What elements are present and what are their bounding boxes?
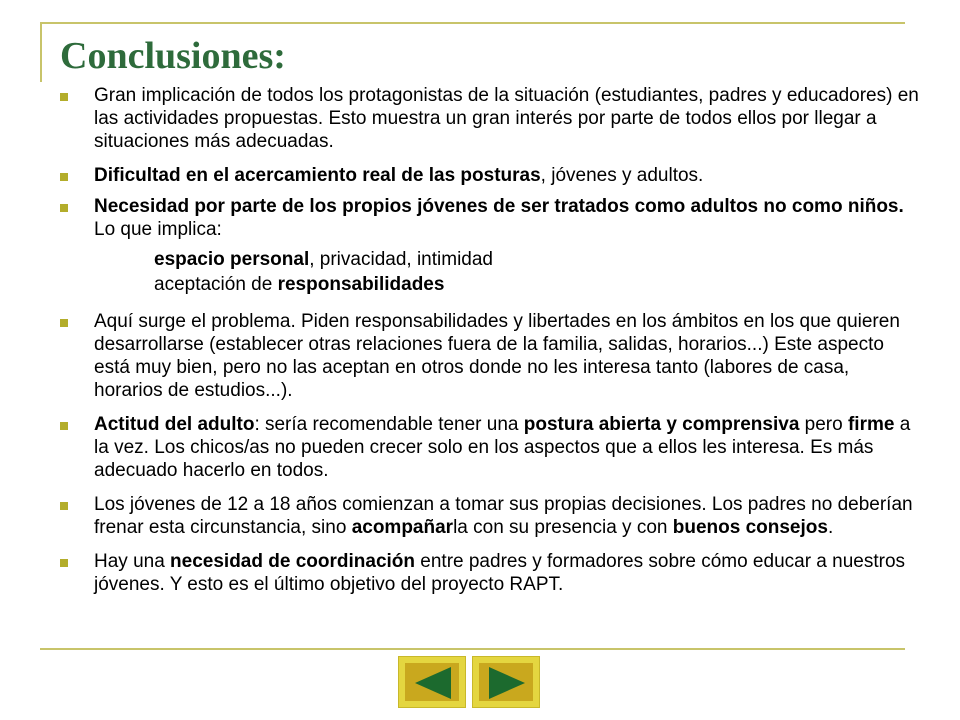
item-text: , jóvenes y adultos. [540,165,704,186]
item-bold-text: Dificultad en el acercamiento real de las posturas [94,165,541,186]
item-text: entre padres y formadores sobre cómo educar a nuestros jóvenes. Y esto es el último objetivo del proyecto RAPT. [94,551,906,595]
next-slide-button[interactable] [472,656,540,708]
item-text: : sería recomendable tener una [254,414,524,435]
square-bullet-icon [60,319,68,327]
sub-item [60,248,920,271]
previous-slide-button[interactable] [398,656,466,708]
item-bold-text: postura abierta y comprensiva [523,414,800,435]
sub-item [60,273,920,296]
item-text: a la vez. Los chicos/as no pueden crecer solo en los aspectos que a ellos les interesa. Es más adecuado hacerlo en todos. [94,414,911,481]
item-bold-text: necesidad de coordinación [170,551,415,572]
item-text: Lo que implica: [94,219,222,240]
item-text: aceptación de [154,274,278,295]
list-item [60,195,920,241]
slide-title: Conclusiones: [60,35,286,77]
list-item [60,310,920,402]
item-bold-text: Actitud del adulto [94,414,255,435]
square-bullet-icon [60,173,68,181]
triangle-left-icon [399,657,467,709]
item-bold-text: acompañar [351,517,454,538]
list-item [60,164,920,187]
square-bullet-icon [60,502,68,510]
frame-top-line [40,22,905,24]
list-item [60,493,920,539]
item-bold-text: espacio personal [154,249,310,270]
item-text: Aquí surge el problema. Piden responsabilidades y libertades en los ámbitos en los que quieren desarrollarse (establecer otras relaciones fuera de la familia, salidas, horarios...) Este aspecto está muy bien, pero no las aceptan en otros donde no les interesa tanto (labores de casa, horarios de estudios...). [94,311,900,401]
item-text: Los jóvenes de 12 a 18 años comienzan a tomar sus propias decisiones. Los padres no deberían frenar esta circunstancia, sino [94,494,913,538]
list-item [60,550,920,596]
triangle-right-icon [473,657,541,709]
square-bullet-icon [60,204,68,212]
item-text: la con su presencia y con [453,517,673,538]
item-text: Hay una [94,551,171,572]
item-text: . [827,517,834,538]
slide-content [60,84,920,607]
item-bold-text: firme [847,414,895,435]
list-item [60,84,920,153]
item-text: Gran implicación de todos los protagonistas de la situación (estudiantes, padres y educadores) en las actividades propuestas. Esto muestra un gran interés por parte de todos ellos por llegar a situaciones más adecuadas. [94,85,919,152]
item-bold-text: responsabilidades [277,274,445,295]
frame-left-line [40,22,42,82]
square-bullet-icon [60,559,68,567]
square-bullet-icon [60,422,68,430]
square-bullet-icon [60,93,68,101]
frame-bottom-line [40,648,905,650]
item-text: , privacidad, intimidad [309,249,493,270]
item-bold-text: Necesidad por parte de los propios jóvenes de ser tratados como adultos no como niños. [94,196,904,217]
item-text: pero [799,414,848,435]
item-bold-text: buenos consejos [672,517,828,538]
list-item [60,413,920,482]
